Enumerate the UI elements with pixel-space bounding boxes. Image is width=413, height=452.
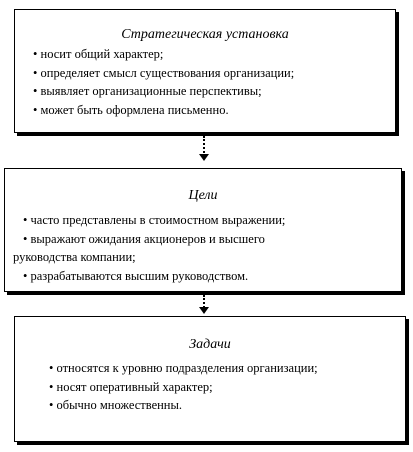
list-item: • часто представлены в стоимостном выражении; xyxy=(23,213,286,227)
list-item: • может быть оформлена письменно. xyxy=(33,102,229,117)
flow-arrow-down-icon xyxy=(199,295,209,315)
strategy-list xyxy=(33,45,389,119)
list-item-continuation: руководства компании; xyxy=(13,250,136,264)
list-item: • носят оперативный характер; xyxy=(49,379,213,394)
flow-arrow-down-icon xyxy=(199,136,209,164)
goals-box xyxy=(4,168,402,292)
list-item: • выявляет организационные перспективы; xyxy=(33,84,262,98)
list-item xyxy=(13,230,395,267)
tasks-title: Задачи xyxy=(189,337,231,352)
list-item: • носит общий характер; xyxy=(33,47,164,61)
strategy-box xyxy=(14,9,396,133)
tasks-box xyxy=(14,316,406,442)
list-item: • определяет смысл существования организации; xyxy=(33,65,295,80)
goals-list xyxy=(13,211,395,285)
strategy-title: Стратегическая установка xyxy=(121,27,289,42)
list-item: • относятся к уровню подразделения организации; xyxy=(49,361,318,375)
list-item-text: • выражают ожидания акционеров и высшего xyxy=(23,231,265,246)
tasks-list xyxy=(49,359,399,415)
list-item: • разрабатываются высшим руководством. xyxy=(23,268,249,283)
list-item: • обычно множественны. xyxy=(49,398,183,412)
goals-title: Цели xyxy=(188,188,218,203)
